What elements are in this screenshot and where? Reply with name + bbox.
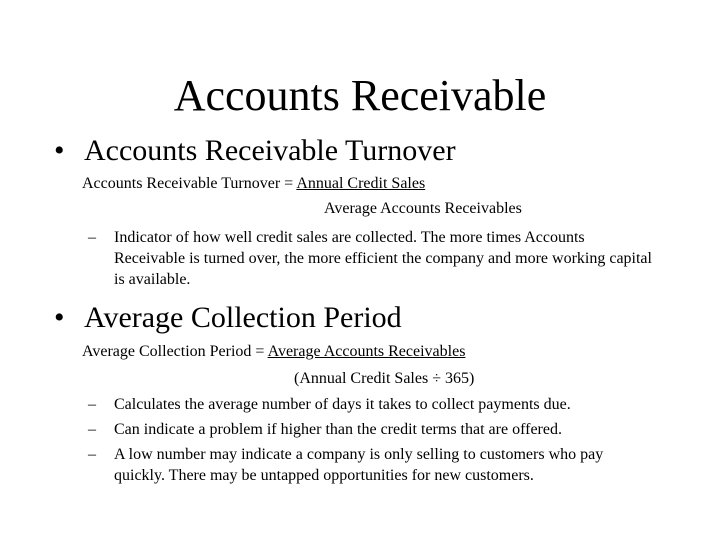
dash-marker: –: [88, 421, 96, 438]
formula-denominator: (Annual Credit Sales ÷ 365): [294, 370, 475, 387]
dash-marker: –: [88, 396, 96, 413]
subpoint-text: Indicator of how well credit sales are collected. The more times Accounts Receivable is turned over, the more efficient the company and more working capital is available.: [114, 229, 652, 288]
formula-lhs: Average Collection Period =: [82, 343, 268, 360]
formula-denominator: Average Accounts Receivables: [324, 200, 522, 217]
subpoint: [88, 444, 658, 486]
slide-title: Accounts Receivable: [173, 71, 547, 120]
subpoint: [88, 227, 658, 290]
formula-lhs: Accounts Receivable Turnover =: [82, 175, 297, 192]
bullet-avg-collection-period: [54, 301, 402, 335]
bullet-dot: •: [54, 134, 65, 167]
dash-marker: –: [88, 229, 96, 246]
bullet-heading: Accounts Receivable Turnover: [84, 134, 456, 167]
bullet-ar-turnover: [54, 134, 456, 168]
bullet-heading: Average Collection Period: [84, 301, 402, 334]
subpoint-text: Calculates the average number of days it takes to collect payments due.: [114, 396, 571, 413]
formula-ar-turnover: [82, 174, 425, 194]
subpoint: [88, 419, 658, 440]
subpoint-text: Can indicate a problem if higher than the credit terms that are offered.: [114, 421, 562, 438]
formula-numerator: Average Accounts Receivables: [267, 343, 466, 360]
subpoint-text: A low number may indicate a company is only selling to customers who pay quickly. There may be untapped opportunities for new customers.: [114, 446, 604, 484]
subpoint: [88, 394, 658, 415]
dash-marker: –: [88, 446, 96, 463]
formula-avg-collection-period: [82, 342, 465, 362]
bullet-dot: •: [54, 301, 65, 334]
formula-numerator: Annual Credit Sales: [296, 175, 426, 192]
